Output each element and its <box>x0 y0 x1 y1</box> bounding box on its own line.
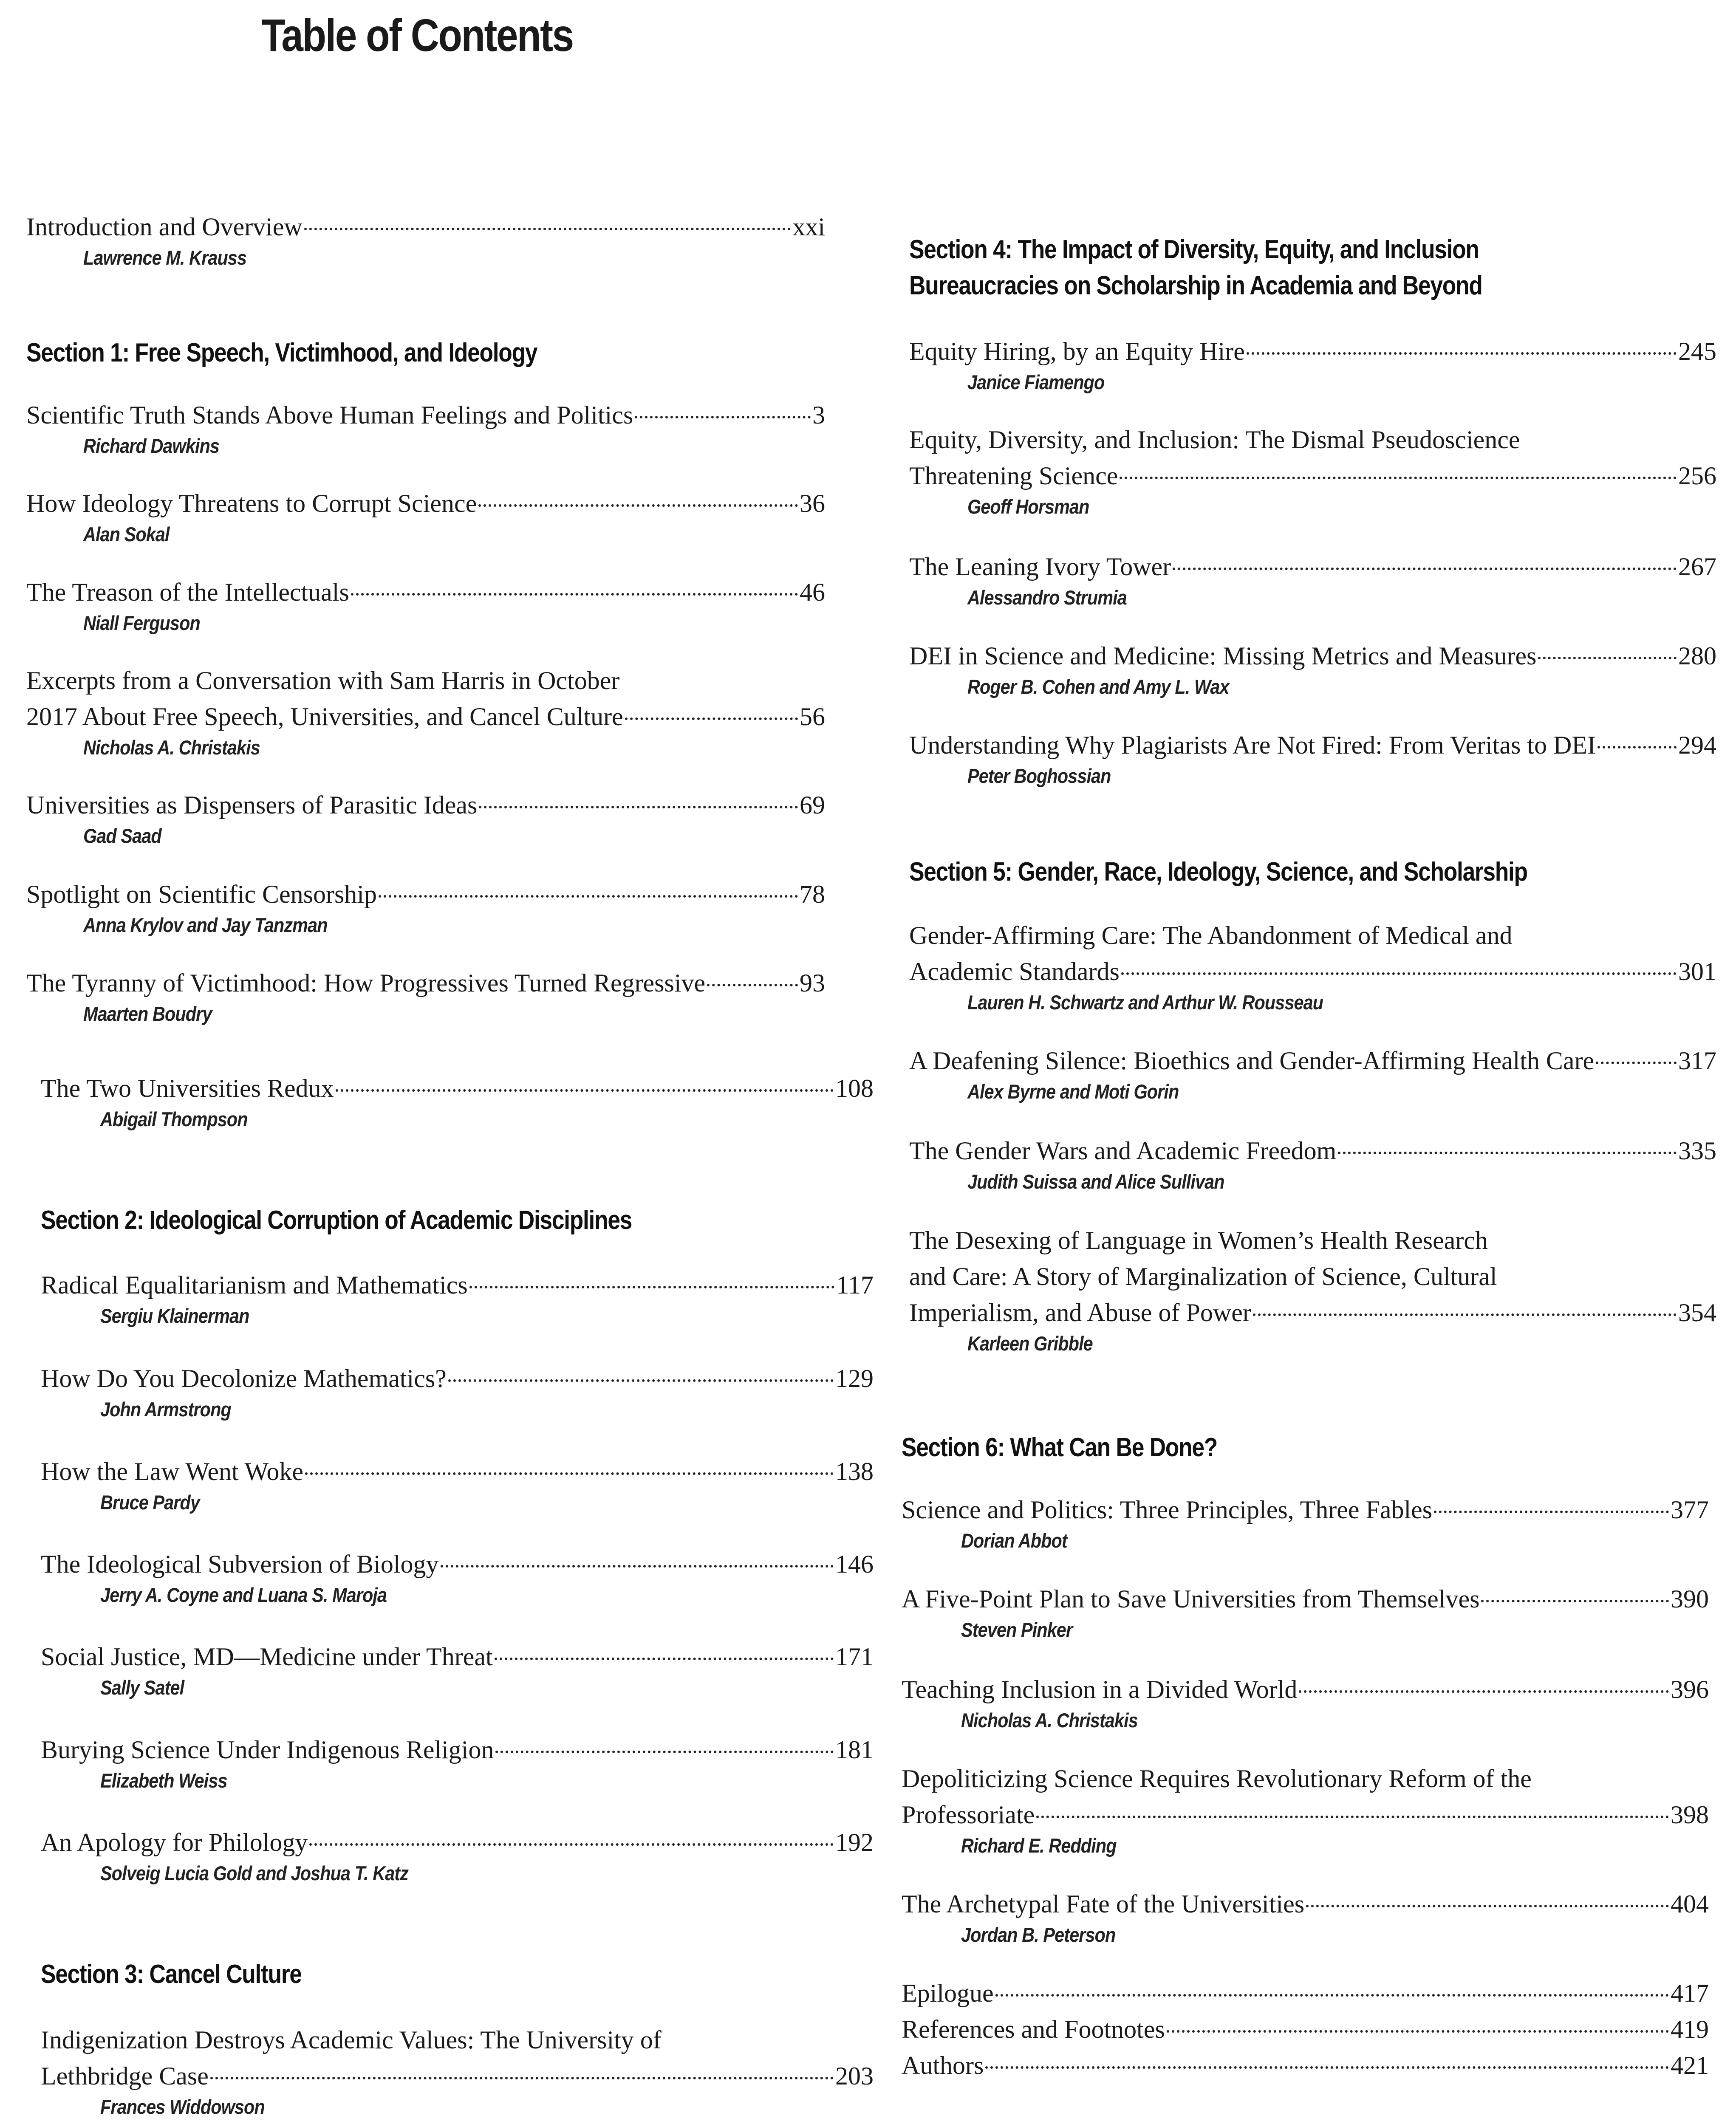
toc-entry[interactable] <box>909 638 1716 700</box>
entry-author: Peter Boghossian <box>967 765 1111 787</box>
leader-dots <box>1597 746 1677 748</box>
leader-dots <box>1434 1511 1669 1513</box>
entry-author: Geoff Horsman <box>967 495 1089 518</box>
entry-title: References and Footnotes <box>902 2015 1165 2043</box>
entry-title: DEI in Science and Medicine: Missing Metrics and Measures <box>909 642 1537 670</box>
leader-dots <box>469 1286 835 1288</box>
page-number: 36 <box>800 489 825 517</box>
toc-entry[interactable] <box>41 1732 874 1794</box>
toc-entry[interactable] <box>41 1361 874 1422</box>
page-number: xxi <box>792 213 825 241</box>
entry-author: Jordan B. Peterson <box>961 1923 1116 1946</box>
entry-title: A Five-Point Plan to Save Universities from Themselves <box>902 1585 1480 1613</box>
toc-entry[interactable] <box>41 2022 874 2120</box>
leader-dots <box>479 806 798 808</box>
toc-entry[interactable] <box>41 1546 874 1608</box>
section-6-heading: Section 6: What Can Be Done? <box>902 1433 1218 1462</box>
entry-title: Authors <box>902 2051 984 2079</box>
entry-author: Sergiu Klainerman <box>100 1305 249 1327</box>
leader-dots <box>635 416 811 418</box>
entry-author: John Armstrong <box>100 1398 231 1421</box>
page-number: 404 <box>1671 1890 1709 1918</box>
entry-title-continued: 2017 About Free Speech, Universities, and Cancel Culture <box>26 703 623 731</box>
entry-author: Dorian Abbot <box>961 1529 1067 1552</box>
page-number: 56 <box>800 703 825 731</box>
entry-title: The Gender Wars and Academic Freedom <box>909 1137 1337 1165</box>
page-number: 171 <box>835 1643 874 1671</box>
page-number: 390 <box>1671 1585 1709 1613</box>
entry-author: Steven Pinker <box>961 1618 1073 1641</box>
page-number: 256 <box>1678 462 1716 490</box>
entry-title: How Do You Decolonize Mathematics? <box>41 1364 447 1392</box>
page-title: Table of Contents <box>261 9 573 61</box>
page-number: 421 <box>1671 2051 1709 2079</box>
page-number: 267 <box>1678 553 1716 581</box>
entry-title: Equity, Diversity, and Inclusion: The Dismal Pseudoscience <box>909 426 1520 454</box>
toc-entry[interactable] <box>26 876 825 938</box>
page-number: 69 <box>800 791 825 819</box>
entry-author: Roger B. Cohen and Amy L. Wax <box>967 675 1229 698</box>
page-number: 280 <box>1678 642 1716 670</box>
page-number: 181 <box>835 1736 874 1764</box>
leader-dots <box>1596 1062 1677 1064</box>
leader-dots <box>1036 1816 1669 1818</box>
entry-title: Gender-Affirming Care: The Abandonment of Medical and <box>909 921 1513 949</box>
entry-title: Understanding Why Plagiarists Are Not Fired: From Veritas to DEI <box>909 731 1596 759</box>
leader-dots <box>478 504 798 507</box>
entry-title: Radical Equalitarianism and Mathematics <box>41 1271 468 1299</box>
entry-author: Richard Dawkins <box>83 435 220 457</box>
entry-title: Teaching Inclusion in a Divided World <box>902 1675 1298 1703</box>
toc-entry[interactable] <box>902 1761 1709 1858</box>
leader-dots <box>379 895 798 898</box>
leader-dots <box>495 1658 834 1660</box>
leader-dots <box>1167 2030 1669 2033</box>
toc-entry[interactable] <box>909 333 1716 395</box>
entry-author: Sally Satel <box>100 1676 184 1699</box>
entry-title: A Deafening Silence: Bioethics and Gender-Affirming Health Care <box>909 1047 1595 1075</box>
section-1-heading: Section 1: Free Speech, Victimhood, and Ideology <box>26 338 537 367</box>
entry-title: An Apology for Philology <box>41 1828 308 1856</box>
entry-title: The Desexing of Language in Women’s Health Research <box>909 1226 1488 1254</box>
section-4-heading-line1: Section 4: The Impact of Diversity, Equity, and Inclusion <box>909 235 1479 264</box>
toc-entry[interactable] <box>909 1223 1716 1356</box>
entry-title: The Two Universities Redux <box>41 1074 334 1102</box>
page-number: 396 <box>1671 1675 1709 1703</box>
entry-author: Alan Sokal <box>83 523 170 545</box>
entry-title: Burying Science Under Indigenous Religion <box>41 1736 494 1764</box>
toc-entry[interactable] <box>41 1070 874 1132</box>
leader-dots <box>707 984 798 986</box>
toc-entry[interactable] <box>909 422 1716 520</box>
toc-entry[interactable] <box>909 1043 1716 1104</box>
entry-author: Elizabeth Weiss <box>100 1769 227 1792</box>
entry-title: Epilogue <box>902 1979 994 2007</box>
leader-dots <box>351 593 798 596</box>
page-number: 138 <box>835 1457 874 1486</box>
toc-entry[interactable] <box>26 486 825 547</box>
page-number: 108 <box>835 1074 874 1102</box>
toc-entry[interactable] <box>909 918 1716 1015</box>
leader-dots <box>1538 657 1677 659</box>
entry-title: Scientific Truth Stands Above Human Feelings and Politics <box>26 401 633 429</box>
toc-entry[interactable] <box>902 1492 1709 1553</box>
page-number: 398 <box>1671 1801 1709 1829</box>
entry-author: Judith Suissa and Alice Sullivan <box>967 1170 1224 1193</box>
entry-title: Depoliticizing Science Requires Revolutionary Reform of the <box>902 1765 1532 1793</box>
section-5-heading: Section 5: Gender, Race, Ideology, Science, and Scholarship <box>909 857 1527 887</box>
entry-author: Lawrence M. Krauss <box>83 246 247 269</box>
page-number: 377 <box>1671 1496 1709 1524</box>
leader-dots <box>305 1472 834 1475</box>
page-number: 3 <box>812 401 825 429</box>
leader-dots <box>441 1565 834 1568</box>
entry-author: Lauren H. Schwartz and Arthur W. Rousseau <box>967 991 1323 1014</box>
leader-dots <box>1299 1690 1669 1693</box>
page-number: 129 <box>835 1364 874 1392</box>
entry-author: Richard E. Redding <box>961 1834 1117 1857</box>
leader-dots <box>1481 1600 1669 1602</box>
toc-entry[interactable] <box>902 1886 1709 1948</box>
entry-author: Karleen Gribble <box>967 1332 1093 1355</box>
toc-entry[interactable] <box>41 1454 874 1515</box>
entry-title: Science and Politics: Three Principles, Three Fables <box>902 1496 1433 1524</box>
toc-entry[interactable] <box>909 549 1716 610</box>
entry-author: Gad Saad <box>83 825 161 847</box>
leader-dots <box>1120 477 1677 479</box>
entry-title: How Ideology Threatens to Corrupt Science <box>26 489 477 517</box>
page-number: 117 <box>836 1271 874 1299</box>
entry-author: Solveig Lucia Gold and Joshua T. Katz <box>100 1862 409 1884</box>
page-number: 203 <box>835 2062 874 2090</box>
entry-title: The Leaning Ivory Tower <box>909 553 1171 581</box>
toc-entry[interactable] <box>41 1825 874 1886</box>
entry-author: Anna Krylov and Jay Tanzman <box>83 914 328 936</box>
page-number: 419 <box>1671 2015 1709 2043</box>
entry-title: Excerpts from a Conversation with Sam Harris in October <box>26 667 620 695</box>
entry-title: Social Justice, MD—Medicine under Threat <box>41 1643 493 1671</box>
page-number: 46 <box>800 578 825 606</box>
entry-author: Alex Byrne and Moti Gorin <box>967 1080 1179 1103</box>
entry-title: Universities as Dispensers of Parasitic Ideas <box>26 791 478 819</box>
leader-dots <box>1338 1152 1677 1154</box>
toc-entry[interactable] <box>26 574 825 636</box>
entry-author: Nicholas A. Christakis <box>83 736 260 759</box>
entry-title: Equity Hiring, by an Equity Hire <box>909 337 1245 365</box>
page-number: 245 <box>1678 337 1716 365</box>
leader-dots <box>1121 972 1677 975</box>
leader-dots <box>625 717 798 720</box>
leader-dots <box>1173 568 1677 570</box>
entry-author: Jerry A. Coyne and Luana S. Maroja <box>100 1584 387 1606</box>
entry-title-continued: Lethbridge Case <box>41 2062 209 2090</box>
entry-title-continued: Professoriate <box>902 1801 1035 1829</box>
section-4-heading-line2: Bureaucracies on Scholarship in Academia and Beyond <box>909 271 1482 300</box>
entry-title: The Archetypal Fate of the Universities <box>902 1890 1305 1918</box>
page-number: 354 <box>1678 1299 1716 1327</box>
section-4-heading <box>909 232 1482 304</box>
page-number: 335 <box>1678 1137 1716 1165</box>
entry-author: Alessandro Strumia <box>967 586 1127 609</box>
toc-entry-epilogue[interactable] <box>902 1975 1709 2011</box>
entry-title: The Tyranny of Victimhood: How Progressives Turned Regressive <box>26 969 706 997</box>
entry-author: Nicholas A. Christakis <box>961 1709 1138 1731</box>
leader-dots <box>448 1379 834 1382</box>
page-number: 93 <box>800 969 825 997</box>
leader-dots <box>985 2066 1669 2069</box>
leader-dots <box>1306 1905 1669 1907</box>
entry-title: How the Law Went Woke <box>41 1457 303 1486</box>
toc-entry[interactable] <box>41 1639 874 1700</box>
entry-author: Abigail Thompson <box>100 1108 248 1130</box>
leader-dots <box>210 2077 834 2079</box>
toc-entry[interactable] <box>41 1267 874 1329</box>
page-number: 317 <box>1678 1047 1716 1075</box>
entry-title: Introduction and Overview <box>26 213 303 241</box>
toc-entry[interactable] <box>26 965 825 1027</box>
entry-author: Bruce Pardy <box>100 1491 200 1514</box>
entry-title: The Ideological Subversion of Biology <box>41 1550 439 1578</box>
leader-dots <box>336 1089 834 1092</box>
page-number: 417 <box>1671 1979 1709 2007</box>
toc-entry[interactable] <box>909 1133 1716 1195</box>
toc-entry[interactable] <box>909 727 1716 789</box>
leader-dots <box>304 228 791 230</box>
toc-entry-references[interactable] <box>902 2011 1709 2048</box>
entry-title-continued: Academic Standards <box>909 957 1120 986</box>
page-number: 294 <box>1678 731 1716 759</box>
toc-entry[interactable] <box>26 663 825 760</box>
toc-entry[interactable] <box>26 397 825 459</box>
entry-title: Spotlight on Scientific Censorship <box>26 880 377 908</box>
entry-title-continued: Imperialism, and Abuse of Power <box>909 1299 1251 1327</box>
entry-author: Frances Widdowson <box>100 2096 265 2118</box>
toc-entry[interactable] <box>902 1581 1709 1643</box>
page-number: 78 <box>800 880 825 908</box>
page-number: 192 <box>835 1828 874 1856</box>
entry-title: The Treason of the Intellectuals <box>26 578 349 606</box>
leader-dots <box>1253 1313 1677 1316</box>
toc-entry[interactable] <box>26 787 825 849</box>
toc-entry-authors[interactable] <box>902 2048 1709 2084</box>
section-3-heading: Section 3: Cancel Culture <box>41 1960 302 1989</box>
entry-title-continued: and Care: A Story of Marginalization of Science, Cultural <box>909 1263 1497 1291</box>
entry-title: Indigenization Destroys Academic Values: The University of <box>41 2026 662 2054</box>
leader-dots <box>995 1994 1669 1997</box>
section-2-heading: Section 2: Ideological Corruption of Academic Disciplines <box>41 1206 632 1235</box>
toc-entry[interactable] <box>902 1672 1709 1733</box>
leader-dots <box>495 1751 834 1753</box>
entry-author: Niall Ferguson <box>83 612 200 634</box>
leader-dots <box>309 1843 834 1846</box>
page-number: 146 <box>835 1550 874 1578</box>
entry-author: Janice Fiamengo <box>967 371 1105 393</box>
entry-author: Maarten Boudry <box>83 1003 212 1025</box>
page-number: 301 <box>1678 957 1716 986</box>
entry-title-continued: Threatening Science <box>909 462 1118 490</box>
leader-dots <box>1247 352 1677 355</box>
toc-entry-introduction[interactable] <box>26 209 825 271</box>
